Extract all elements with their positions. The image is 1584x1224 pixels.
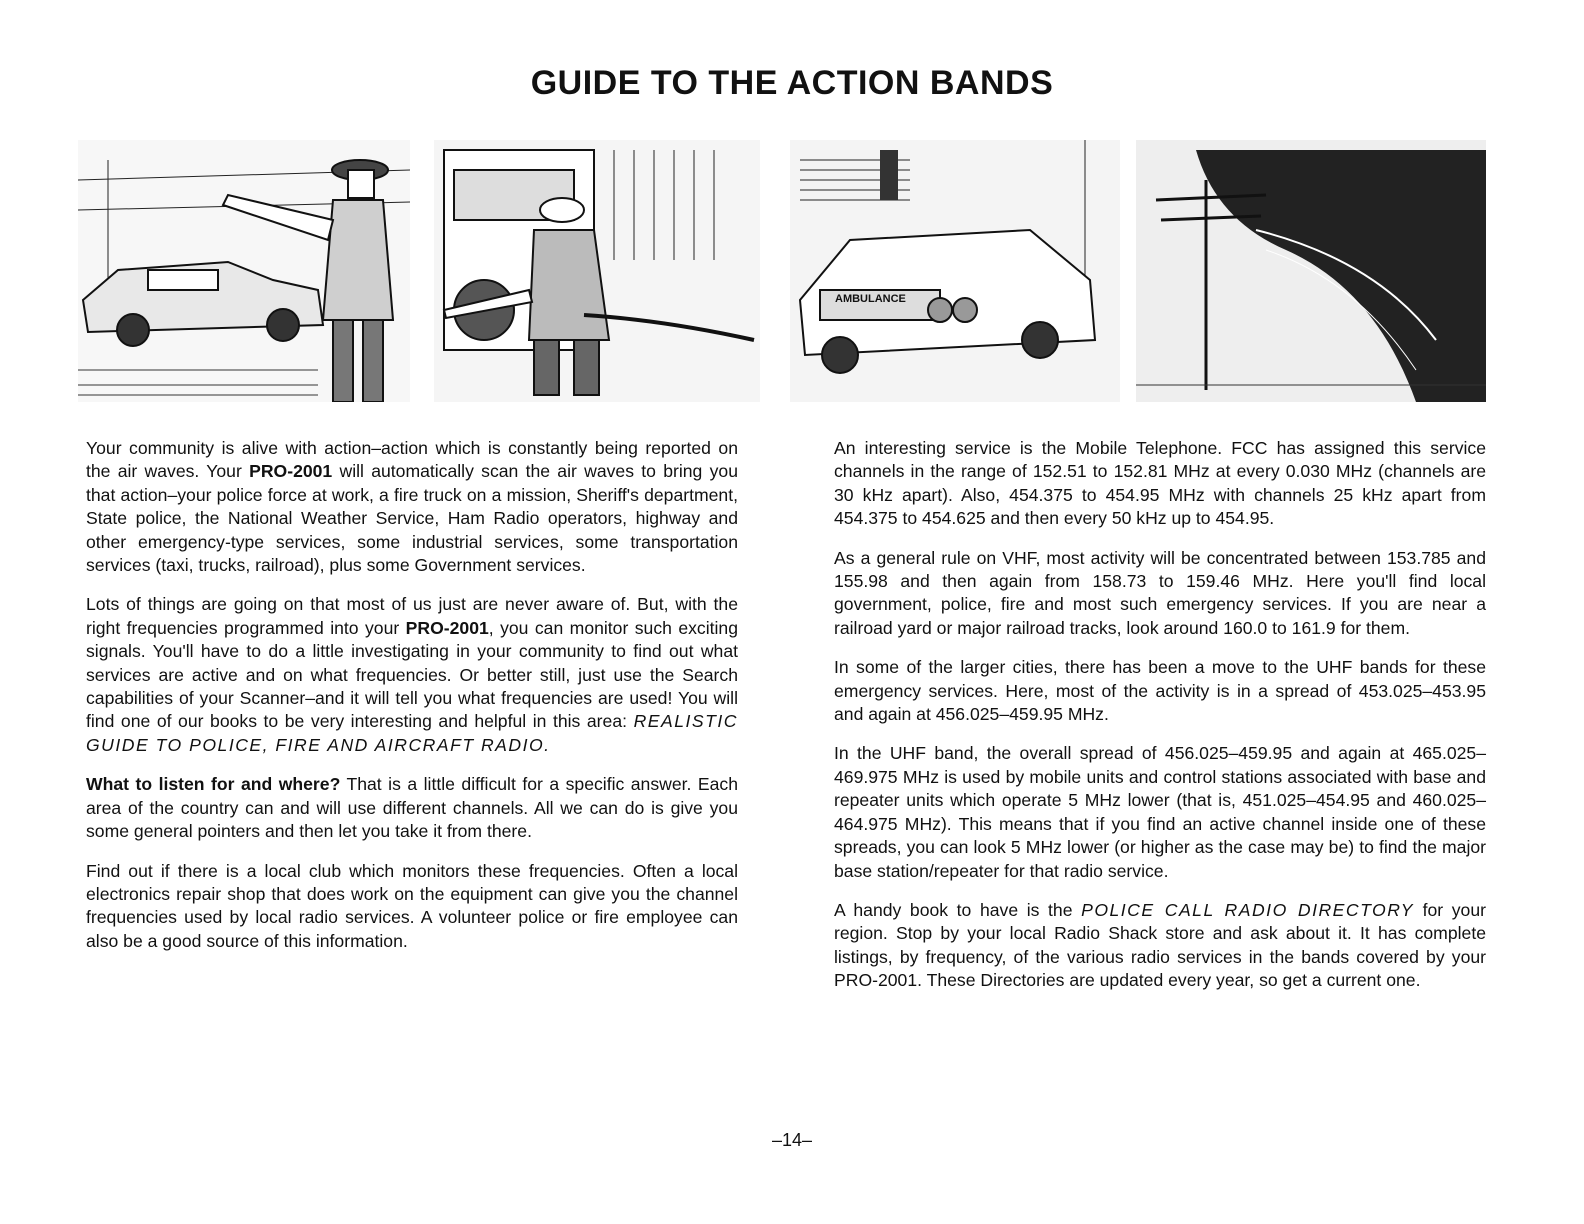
text-run: , you can monitor such exciting signals. You'll have to do a little investigating in your community to find out what services are active and on what frequencies. Or better still, just use the Search capabilities of your Scanner–and it will tell you what frequencies are used! You will find one of our books to be very interesting and helpful in this area: bbox=[86, 617, 738, 732]
page-number: –14– bbox=[771, 1130, 813, 1150]
book-title: REALISTIC GUIDE TO POLICE, FIRE AND AIRCRAFT RADIO. bbox=[86, 711, 738, 755]
tornado-scene-icon bbox=[1136, 140, 1486, 402]
question-heading: What to listen for and where? bbox=[86, 774, 341, 795]
police-scene-icon bbox=[78, 140, 410, 402]
right-paragraph-4: In the UHF band, the overall spread of 456.025–459.95 and again at 465.025–469.975 MHz is used by mobile units and control stations associated with base and repeater units which operate 5 MHz lower (that is, 451.025–454.95 and 460.025–464.975 MHz). This means that if you find an active channel inside one of these spreads, you can look 5 MHz lower (or higher as the case may be) to find the major base station/repeater for that radio service. bbox=[834, 743, 1486, 881]
ambulance-illustration bbox=[790, 140, 1120, 402]
text-run: Lots of things are going on that most of us just are never aware of. But, with the right frequencies programmed into your bbox=[86, 594, 738, 638]
ambulance-scene-icon bbox=[790, 140, 1120, 402]
page-title: GUIDE TO THE ACTION BANDS bbox=[530, 64, 1054, 102]
left-paragraph-1 bbox=[86, 437, 738, 577]
text-run: A handy book to have is the bbox=[834, 899, 1082, 920]
left-paragraph-4: Find out if there is a local club which monitors these frequencies. Often a local electronics repair shop that does work on the equipment can give you the channel frequencies used by local radio services. A volunteer police or fire employee can also be a good source of this information. bbox=[86, 860, 738, 951]
right-paragraph-3: In some of the larger cities, there has been a move to the UHF bands for these emergency services. Here, most of the activity is in a spread of 453.025–453.95 and again at 456.025–459.95 MHz. bbox=[834, 657, 1486, 725]
text-run: Your community is alive with action–action which is constantly being reported on the air waves. Your bbox=[86, 438, 738, 482]
right-paragraph-2: As a general rule on VHF, most activity will be concentrated between 153.785 and 155.98 and then again from 158.73 to 159.46 MHz. Here you'll find local government, police, fire and most such emergency services. If you are near a railroad yard or major railroad tracks, look around 160.0 to 161.9 for them. bbox=[834, 547, 1486, 638]
right-column bbox=[834, 437, 1486, 1009]
firefighter-illustration bbox=[434, 140, 760, 402]
storm-illustration bbox=[1136, 140, 1486, 402]
model-name: PRO-2001 bbox=[405, 617, 489, 638]
police-illustration bbox=[78, 140, 410, 402]
right-paragraph-5 bbox=[834, 899, 1486, 993]
left-paragraph-3 bbox=[86, 773, 738, 843]
fire-scene-icon bbox=[434, 140, 760, 402]
left-column bbox=[86, 437, 738, 969]
text-run: That is a little difficult for a specific answer. Each area of the country can and will use different channels. All we can do is give you some general pointers and then let you take it from there. bbox=[86, 774, 738, 842]
model-name: PRO-2001 bbox=[249, 461, 333, 482]
book-title: POLICE CALL RADIO DIRECTORY bbox=[1081, 899, 1415, 920]
text-run: for your region. Stop by your local Radio Shack store and ask about it. It has complete listings, by frequency, of the various radio services in the bands covered by your PRO-2001. These Directories are updated every year, so get a current one. bbox=[834, 899, 1486, 991]
text-run: will automatically scan the air waves to bring you that action–your police force at work, a fire truck on a mission, Sheriff's department, State police, the National Weather Service, Ham Radio operators, highway and other emergency-type services, some industrial services, some transportation services (taxi, trucks, railroad), plus some Government services. bbox=[86, 461, 738, 576]
right-paragraph-1: An interesting service is the Mobile Telephone. FCC has assigned this service channels in the range of 152.51 to 152.81 MHz at every 0.030 MHz (channels are 30 kHz apart). Also, 454.375 to 454.95 MHz with channels 25 kHz apart from 454.375 to 454.625 and then every 50 kHz up to 454.95. bbox=[834, 438, 1486, 529]
ambulance-label: AMBULANCE bbox=[835, 293, 906, 305]
left-paragraph-2 bbox=[86, 593, 738, 757]
